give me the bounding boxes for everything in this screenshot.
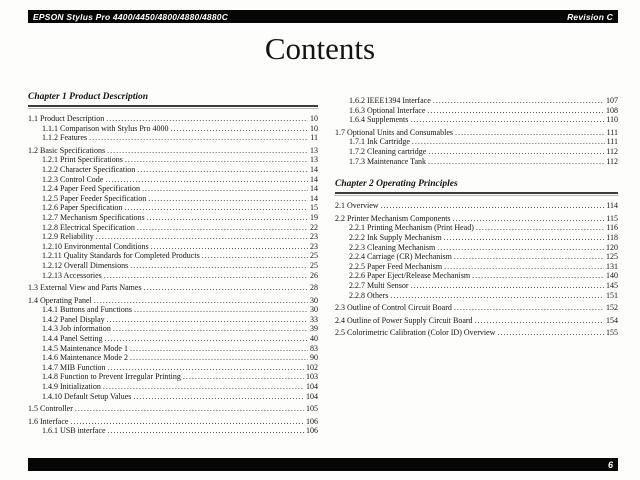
- dot-leader: [472, 271, 604, 281]
- toc-entry: [28, 334, 318, 344]
- dot-leader: [137, 165, 308, 175]
- dot-leader: [137, 223, 308, 233]
- toc-entry-page: 112: [606, 156, 618, 166]
- dot-leader: [133, 392, 304, 402]
- dot-leader: [151, 242, 308, 252]
- toc-entry-page: 106: [306, 416, 318, 426]
- toc-entry-label: 1.7.3 Maintenance Tank: [349, 156, 427, 166]
- dot-leader: [497, 328, 604, 338]
- toc-entry-page: 145: [606, 280, 618, 290]
- toc-entry-page: 104: [306, 382, 318, 392]
- toc-entry-page: 118: [606, 232, 618, 242]
- dot-leader: [125, 155, 308, 165]
- toc-entry-label: 1.6.3 Optional Interface: [349, 105, 426, 115]
- toc-entry-label: 1.4 Operating Panel: [28, 295, 92, 305]
- toc-entry-page: 40: [310, 334, 318, 344]
- dot-leader: [410, 115, 604, 125]
- toc-entry-label: 1.2.5 Paper Feeder Specification: [42, 193, 147, 203]
- toc-entry: [335, 303, 618, 313]
- toc-entry-page: 107: [606, 96, 618, 105]
- dot-leader: [130, 353, 308, 363]
- toc-entry-label: 1.2.4 Paper Feed Specification: [42, 184, 140, 194]
- toc-entry-label: 2.2.7 Multi Sensor: [349, 280, 409, 290]
- toc-entry-page: 14: [310, 184, 318, 194]
- toc-entry-label: 1.2.10 Environmental Conditions: [42, 241, 149, 251]
- toc-entry-label: 1.4.6 Maintenance Mode 2: [42, 353, 128, 363]
- toc-entry-label: 2.5 Colorimetric Calibration (Color ID) Overview: [335, 328, 496, 338]
- toc-entry: [28, 315, 318, 325]
- toc-entry-page: 106: [306, 426, 318, 436]
- toc-entry-label: 1.2.13 Accessories: [42, 270, 102, 280]
- dot-leader: [104, 271, 308, 281]
- dot-leader: [124, 203, 308, 213]
- toc-entry-label: 1.4.7 MIB Function: [42, 362, 106, 372]
- heading-rule: [28, 105, 318, 109]
- toc-entry-label: 1.4.5 Maintenance Mode 1: [42, 343, 128, 353]
- toc-entry: [335, 147, 618, 157]
- toc-entry-label: 1.1.1 Comparison with Stylus Pro 4000: [42, 123, 169, 133]
- toc-entry: [335, 316, 618, 326]
- dot-leader: [104, 334, 308, 344]
- toc-entry: [28, 232, 318, 242]
- toc-entry: [335, 328, 618, 338]
- toc-entry-page: 111: [606, 137, 618, 147]
- chapter-heading: Chapter 1 Product Description: [28, 92, 149, 102]
- toc-entry: [335, 137, 618, 147]
- toc-entry-page: 104: [306, 391, 318, 401]
- toc-entry-page: 13: [310, 145, 318, 155]
- dot-leader: [411, 281, 604, 291]
- toc-entry: [335, 223, 618, 233]
- toc-entry-label: 2.2.1 Printing Mechanism (Print Head): [349, 223, 474, 233]
- toc-entry-label: 1.4.8 Function to Prevent Irregular Printing: [42, 372, 181, 382]
- dot-leader: [381, 201, 605, 211]
- toc-entry: [28, 324, 318, 334]
- toc-entry-page: 90: [310, 353, 318, 363]
- toc-entry-page: 140: [606, 271, 618, 281]
- dot-leader: [105, 175, 308, 185]
- toc-entry-page: 14: [310, 174, 318, 184]
- toc-entry-page: 39: [310, 324, 318, 334]
- dot-leader: [453, 214, 605, 224]
- dot-leader: [454, 252, 604, 262]
- toc-entry: [28, 363, 318, 373]
- toc-entry-label: 2.2.3 Cleaning Mechanism: [349, 242, 436, 252]
- toc-entry: [335, 243, 618, 253]
- toc-entry: [28, 146, 318, 156]
- toc-entry-page: 83: [310, 343, 318, 353]
- toc-entry-label: 1.2.8 Electrical Specification: [42, 222, 135, 232]
- toc-entry: [28, 296, 318, 306]
- toc-entry: [335, 291, 618, 301]
- toc-entry: [28, 184, 318, 194]
- dot-leader: [437, 243, 604, 253]
- toc-entry: [335, 96, 618, 106]
- dot-leader: [108, 426, 304, 436]
- dot-leader: [103, 382, 304, 392]
- toc-entry: [28, 124, 318, 134]
- dot-leader: [444, 233, 605, 243]
- toc-entry: [28, 223, 318, 233]
- dot-leader: [444, 262, 604, 272]
- toc-entry: [28, 242, 318, 252]
- dot-leader: [183, 372, 304, 382]
- dot-leader: [130, 344, 308, 354]
- toc-entry-page: 154: [606, 315, 618, 325]
- dot-leader: [455, 128, 605, 138]
- toc-entry-page: 120: [606, 242, 618, 252]
- toc-entry: [28, 251, 318, 261]
- toc-entry-label: 1.2.12 Overall Dimensions: [42, 260, 129, 270]
- toc-entry: [335, 157, 618, 167]
- toc-entry-page: 152: [606, 303, 618, 313]
- toc-entry-page: 111: [606, 127, 618, 137]
- toc-entry-page: 30: [310, 305, 318, 315]
- toc-entry: [28, 283, 318, 293]
- toc-entry: [28, 133, 318, 143]
- toc-entry-page: 26: [310, 270, 318, 280]
- dot-leader: [113, 324, 308, 334]
- toc-entry-page: 10: [310, 114, 318, 123]
- toc-entry: [28, 404, 318, 414]
- toc-entry-label: 1.6.2 IEEE1394 Interface: [349, 96, 431, 105]
- toc-entry: [335, 115, 618, 125]
- toc-entry-page: 110: [606, 115, 618, 125]
- toc-entry: [28, 417, 318, 427]
- toc-entry-page: 155: [606, 328, 618, 338]
- dot-leader: [108, 363, 304, 373]
- toc-entry: [335, 252, 618, 262]
- toc-entry-label: 2.4 Outline of Power Supply Circuit Board: [335, 315, 473, 325]
- toc-entry: [28, 203, 318, 213]
- toc-entry-page: 115: [606, 213, 618, 223]
- toc-entry: [28, 155, 318, 165]
- toc-entry: [335, 128, 618, 138]
- toc-entry-label: 1.4.3 Job information: [42, 324, 111, 334]
- dot-leader: [89, 133, 308, 143]
- toc-entry-label: 2.3 Outline of Control Circuit Board: [335, 303, 452, 313]
- toc-entry-label: 1.6 Interface: [28, 416, 69, 426]
- toc-column-right: [335, 92, 618, 436]
- heading-rule: [335, 192, 618, 196]
- toc-entry-label: 2.2.8 Others: [349, 290, 389, 300]
- toc-columns: [28, 92, 618, 436]
- toc-entry: [28, 261, 318, 271]
- dot-leader: [412, 137, 605, 147]
- dot-leader: [390, 291, 604, 301]
- page-header-bar: [28, 10, 618, 23]
- toc-entry: [28, 353, 318, 363]
- toc-entry-page: 11: [310, 133, 318, 143]
- header-product-title: EPSON Stylus Pro 4400/4450/4800/4880/4880C: [33, 11, 229, 22]
- toc-entry-page: 14: [310, 193, 318, 203]
- toc-entry: [28, 271, 318, 281]
- toc-entry-label: 2.2.6 Paper Eject/Release Mechanism: [349, 271, 471, 281]
- toc-entry-page: 25: [310, 260, 318, 270]
- toc-entry-label: 1.2.11 Quality Standards for Completed Products: [42, 251, 200, 261]
- toc-entry-label: 2.2.5 Paper Feed Mechanism: [349, 261, 443, 271]
- toc-entry-page: 15: [310, 203, 318, 213]
- toc-entry-page: 108: [606, 105, 618, 115]
- dot-leader: [96, 232, 308, 242]
- toc-entry: [335, 106, 618, 116]
- dot-leader: [94, 296, 308, 306]
- toc-entry: [28, 372, 318, 382]
- toc-entry-label: 1.6.1 USB interface: [42, 426, 106, 436]
- toc-entry-page: 103: [306, 372, 318, 382]
- toc-entry-label: 1.4.10 Default Setup Values: [42, 391, 132, 401]
- toc-entry-page: 19: [310, 212, 318, 222]
- dot-leader: [428, 147, 604, 157]
- toc-entry-label: 1.4.1 Buttons and Functions: [42, 305, 133, 315]
- toc-entry: [28, 426, 318, 436]
- toc-entry: [28, 114, 318, 124]
- toc-section: [335, 96, 618, 166]
- toc-entry-page: 30: [310, 295, 318, 305]
- chapter-heading: Chapter 2 Operating Principles: [335, 179, 458, 190]
- toc-entry-page: 131: [606, 261, 618, 271]
- toc-entry-page: 112: [606, 146, 618, 156]
- toc-entry-label: 1.4.4 Panel Setting: [42, 334, 103, 344]
- footer-page-number: 6: [607, 459, 613, 470]
- toc-entry-page: 28: [310, 283, 318, 293]
- toc-entry-label: 1.7.2 Cleaning cartridge: [349, 146, 427, 156]
- dot-leader: [475, 316, 604, 326]
- header-revision-label: Revision C: [567, 11, 613, 22]
- dot-leader: [142, 184, 308, 194]
- toc-entry-label: 1.6.4 Supplements: [349, 115, 409, 125]
- toc-entry-label: 1.5 Controller: [28, 404, 73, 414]
- toc-entry-page: 14: [310, 164, 318, 174]
- toc-entry: [28, 305, 318, 315]
- toc-entry-page: 10: [310, 123, 318, 133]
- toc-entry: [28, 344, 318, 354]
- toc-entry: [28, 213, 318, 223]
- dot-leader: [134, 305, 308, 315]
- toc-section: [335, 179, 618, 338]
- dot-leader: [202, 251, 308, 261]
- toc-entry-label: 1.7 Optional Units and Consumables: [335, 127, 453, 137]
- toc-entry: [28, 175, 318, 185]
- toc-entry-label: 1.7.1 Ink Cartridge: [349, 137, 410, 147]
- toc-entry-label: 1.4.2 Panel Display: [42, 314, 105, 324]
- toc-entry: [28, 382, 318, 392]
- toc-entry-page: 116: [606, 223, 618, 233]
- toc-entry-label: 1.2.7 Mechanism Specifications: [42, 212, 145, 222]
- toc-section: [28, 92, 318, 436]
- toc-entry: [28, 165, 318, 175]
- dot-leader: [107, 146, 308, 156]
- toc-entry: [335, 262, 618, 272]
- dot-leader: [148, 194, 308, 204]
- toc-entry-page: 105: [306, 404, 318, 414]
- dot-leader: [433, 96, 604, 106]
- toc-entry-page: 102: [306, 362, 318, 372]
- dot-leader: [144, 283, 308, 293]
- toc-entry: [335, 214, 618, 224]
- toc-entry-label: 1.4.9 Initialization: [42, 382, 101, 392]
- dot-leader: [170, 124, 308, 134]
- dot-leader: [427, 106, 604, 116]
- toc-entry-page: 22: [310, 222, 318, 232]
- toc-entry: [335, 271, 618, 281]
- toc-entry-page: 13: [310, 155, 318, 165]
- toc-entry-label: 1.2.2 Character Specification: [42, 164, 136, 174]
- toc-entry-label: 1.1.2 Features: [42, 133, 88, 143]
- toc-entry-label: 1.1 Product Description: [28, 114, 105, 123]
- toc-entry-label: 2.2 Printer Mechanism Components: [335, 213, 451, 223]
- dot-leader: [70, 417, 304, 427]
- dot-leader: [107, 315, 308, 325]
- toc-entry-page: 23: [310, 232, 318, 242]
- toc-entry-page: 23: [310, 241, 318, 251]
- page-title: Contents: [264, 31, 376, 66]
- dot-leader: [428, 157, 604, 167]
- toc-entry-label: 1.2 Basic Specifications: [28, 145, 106, 155]
- toc-entry-label: 2.2.4 Carriage (CR) Mechanism: [349, 252, 452, 262]
- page-footer-bar: [28, 458, 618, 471]
- dot-leader: [147, 213, 308, 223]
- toc-entry-label: 1.2.6 Paper Specification: [42, 203, 123, 213]
- dot-leader: [130, 261, 308, 271]
- dot-leader: [106, 114, 308, 124]
- toc-column-left: [28, 92, 318, 436]
- toc-entry: [335, 201, 618, 211]
- toc-entry-page: 33: [310, 314, 318, 324]
- toc-entry-page: 151: [606, 290, 618, 300]
- toc-entry-label: 1.2.1 Print Specifications: [42, 155, 123, 165]
- dot-leader: [75, 404, 304, 414]
- toc-entry: [335, 281, 618, 291]
- dot-leader: [476, 223, 604, 233]
- toc-entry-label: 2.2.2 Ink Supply Mechanism: [349, 232, 442, 242]
- toc-entry-label: 2.1 Overview: [335, 201, 379, 211]
- toc-entry: [28, 194, 318, 204]
- toc-entry-page: 125: [606, 252, 618, 262]
- toc-entry-label: 1.2.9 Reliability: [42, 232, 94, 242]
- toc-entry-label: 1.2.3 Control Code: [42, 174, 104, 184]
- toc-entry: [335, 233, 618, 243]
- toc-entry-page: 25: [310, 251, 318, 261]
- toc-entry-page: 114: [606, 201, 618, 211]
- dot-leader: [454, 303, 604, 313]
- toc-entry-label: 1.3 External View and Parts Names: [28, 283, 142, 293]
- toc-entry: [28, 392, 318, 402]
